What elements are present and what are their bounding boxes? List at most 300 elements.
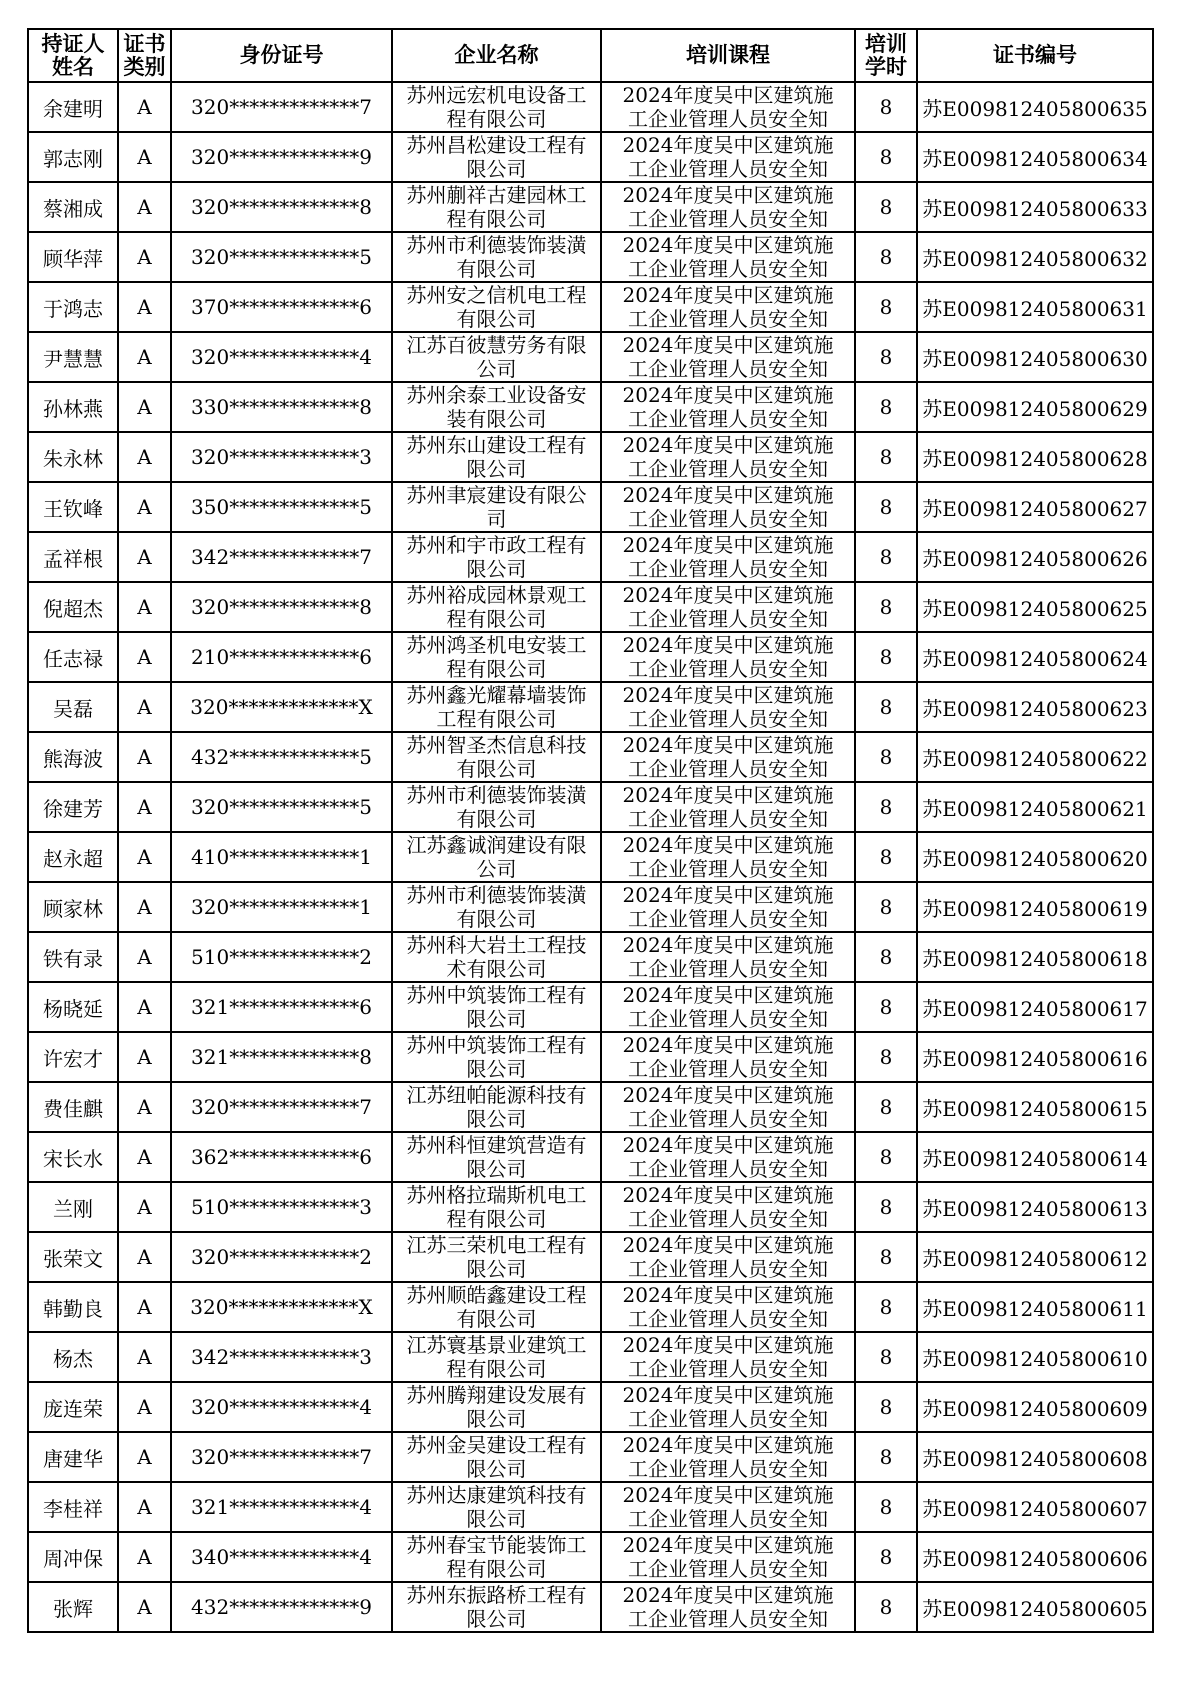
holder-name-cell: 顾家林 [28,882,118,932]
training-course-cell [601,82,855,132]
cert-number-cell: 苏E009812405800626 [917,532,1153,582]
table-row [28,182,1153,232]
training-course-line: 工企业管理人员安全知 [628,807,828,831]
training-course-line: 工企业管理人员安全知 [628,1007,828,1031]
holder-name-cell: 赵永超 [28,832,118,882]
id-number-cell: 320*************8 [171,582,392,632]
training-course-cell [601,282,855,332]
training-hours-cell: 8 [855,832,917,882]
id-number-cell: 330*************8 [171,382,392,432]
table-body [28,82,1153,1632]
table-row [28,1232,1153,1282]
training-course-line: 2024年度吴中区建筑施 [622,1083,834,1107]
cert-number-cell: 苏E009812405800616 [917,1032,1153,1082]
holder-name-cell: 蔡湘成 [28,182,118,232]
holder-name-cell: 王钦峰 [28,482,118,532]
company-name-line: 有限公司 [456,257,537,281]
company-name-line: 苏州腾翔建设发展有 [406,1383,587,1407]
company-name-cell [392,882,601,932]
training-course-line: 2024年度吴中区建筑施 [622,1583,834,1607]
holder-name-cell: 杨杰 [28,1332,118,1382]
training-course-line: 2024年度吴中区建筑施 [622,1133,834,1157]
cert-category-cell: A [118,1432,171,1482]
cert-category-cell: A [118,1282,171,1332]
training-course-cell [601,382,855,432]
training-course-cell [601,682,855,732]
training-course-line: 2024年度吴中区建筑施 [622,833,834,857]
cert-number-cell: 苏E009812405800614 [917,1132,1153,1182]
training-hours-cell: 8 [855,1082,917,1132]
table-row [28,1332,1153,1382]
holder-name-cell: 孙林燕 [28,382,118,432]
company-name-line: 苏州格拉瑞斯机电工 [406,1183,587,1207]
company-name-cell [392,732,601,782]
training-course-line: 2024年度吴中区建筑施 [622,133,834,157]
cert-category-cell: A [118,932,171,982]
company-name-cell [392,282,601,332]
training-course-cell [601,1082,855,1132]
training-hours-cell: 8 [855,1232,917,1282]
company-name-line: 限公司 [466,1457,527,1481]
cert-number-cell: 苏E009812405800615 [917,1082,1153,1132]
holder-name-cell: 倪超杰 [28,582,118,632]
training-course-line: 工企业管理人员安全知 [628,107,828,131]
training-course-cell [601,832,855,882]
training-course-line: 工企业管理人员安全知 [628,1207,828,1231]
cert-number-cell: 苏E009812405800605 [917,1582,1153,1632]
company-name-line: 苏州远宏机电设备工 [406,83,587,107]
company-name-line: 江苏百彼慧劳务有限 [406,333,587,357]
holder-name-cell: 于鸿志 [28,282,118,332]
training-course-line: 工企业管理人员安全知 [628,557,828,581]
training-course-line: 2024年度吴中区建筑施 [622,1433,834,1457]
cert-number-cell: 苏E009812405800635 [917,82,1153,132]
holder-name-cell: 杨晓延 [28,982,118,1032]
company-name-line: 苏州科大岩土工程技 [406,933,587,957]
company-name-cell [392,1532,601,1582]
id-number-cell: 340*************4 [171,1532,392,1582]
company-name-line: 限公司 [466,557,527,581]
cert-number-cell: 苏E009812405800618 [917,932,1153,982]
company-name-line: 装有限公司 [446,407,547,431]
table-row [28,282,1153,332]
training-course-line: 工企业管理人员安全知 [628,1407,828,1431]
cert-category-cell: A [118,1182,171,1232]
training-course-line: 工企业管理人员安全知 [628,157,828,181]
training-course-cell [601,1582,855,1632]
cert-category-cell: A [118,432,171,482]
company-name-line: 江苏三荣机电工程有 [406,1233,587,1257]
company-name-cell [392,632,601,682]
company-name-cell [392,1132,601,1182]
training-course-line: 2024年度吴中区建筑施 [622,533,834,557]
company-name-cell [392,532,601,582]
training-course-line: 2024年度吴中区建筑施 [622,1483,834,1507]
table-row [28,1032,1153,1082]
training-course-line: 2024年度吴中区建筑施 [622,633,834,657]
company-name-cell [392,432,601,482]
id-number-cell: 410*************1 [171,832,392,882]
training-hours-cell: 8 [855,82,917,132]
cert-number-cell: 苏E009812405800624 [917,632,1153,682]
table-row [28,682,1153,732]
training-course-line: 工企业管理人员安全知 [628,407,828,431]
training-course-line: 2024年度吴中区建筑施 [622,1033,834,1057]
company-name-line: 苏州顺皓鑫建设工程 [406,1283,587,1307]
company-name-line: 苏州智圣杰信息科技 [406,733,587,757]
company-name-line: 术有限公司 [446,957,547,981]
company-name-cell [392,582,601,632]
cert-category-cell: A [118,1032,171,1082]
training-course-line: 2024年度吴中区建筑施 [622,1333,834,1357]
header-cert-category: 证书 类别 [118,29,171,82]
id-number-cell: 320*************7 [171,82,392,132]
table-row [28,382,1153,432]
training-hours-cell: 8 [855,382,917,432]
company-name-cell [392,482,601,532]
cert-category-cell: A [118,282,171,332]
id-number-cell: 320*************2 [171,1232,392,1282]
training-hours-cell: 8 [855,282,917,332]
company-name-cell [392,1432,601,1482]
training-hours-cell: 8 [855,182,917,232]
training-hours-cell: 8 [855,1182,917,1232]
company-name-line: 有限公司 [456,907,537,931]
company-name-cell [392,832,601,882]
training-course-line: 2024年度吴中区建筑施 [622,1283,834,1307]
training-course-cell [601,1032,855,1082]
training-course-line: 2024年度吴中区建筑施 [622,283,834,307]
cert-category-cell: A [118,1082,171,1132]
table-row [28,1182,1153,1232]
training-hours-cell: 8 [855,1532,917,1582]
cert-number-cell: 苏E009812405800633 [917,182,1153,232]
company-name-line: 程有限公司 [446,207,547,231]
holder-name-cell: 韩勤良 [28,1282,118,1332]
header-id-number: 身份证号 [171,29,392,82]
training-course-line: 工企业管理人员安全知 [628,457,828,481]
cert-category-cell: A [118,832,171,882]
company-name-line: 限公司 [466,157,527,181]
holder-name-cell: 李桂祥 [28,1482,118,1532]
training-course-line: 2024年度吴中区建筑施 [622,983,834,1007]
training-course-cell [601,1232,855,1282]
training-course-cell [601,732,855,782]
company-name-line: 限公司 [466,1607,527,1631]
id-number-cell: 320*************X [171,682,392,732]
training-course-cell [601,332,855,382]
training-course-line: 2024年度吴中区建筑施 [622,1183,834,1207]
cert-number-cell: 苏E009812405800634 [917,132,1153,182]
training-hours-cell: 8 [855,782,917,832]
table-row [28,882,1153,932]
company-name-line: 程有限公司 [446,657,547,681]
cert-category-cell: A [118,332,171,382]
training-course-cell [601,1532,855,1582]
training-course-cell [601,932,855,982]
cert-category-cell: A [118,632,171,682]
cert-number-cell: 苏E009812405800630 [917,332,1153,382]
header-training-course: 培训课程 [601,29,855,82]
training-course-line: 工企业管理人员安全知 [628,357,828,381]
training-course-line: 2024年度吴中区建筑施 [622,383,834,407]
training-hours-cell: 8 [855,1282,917,1332]
company-name-line: 公司 [476,357,517,381]
cert-number-cell: 苏E009812405800612 [917,1232,1153,1282]
training-course-cell [601,532,855,582]
id-number-cell: 320*************7 [171,1082,392,1132]
cert-number-cell: 苏E009812405800621 [917,782,1153,832]
company-name-line: 苏州中筑装饰工程有 [406,1033,587,1057]
company-name-line: 限公司 [466,1407,527,1431]
company-name-line: 苏州鑫光耀幕墙装饰 [406,683,587,707]
training-course-line: 工企业管理人员安全知 [628,1457,828,1481]
company-name-line: 司 [486,507,507,531]
company-name-cell [392,1082,601,1132]
cert-category-cell: A [118,982,171,1032]
id-number-cell: 510*************2 [171,932,392,982]
cert-number-cell: 苏E009812405800625 [917,582,1153,632]
company-name-line: 苏州市利德装饰装潢 [406,883,587,907]
company-name-line: 限公司 [466,1007,527,1031]
id-number-cell: 321*************4 [171,1482,392,1532]
cert-category-cell: A [118,232,171,282]
training-hours-cell: 8 [855,532,917,582]
id-number-cell: 342*************3 [171,1332,392,1382]
training-hours-cell: 8 [855,982,917,1032]
training-course-line: 工企业管理人员安全知 [628,1057,828,1081]
id-number-cell: 370*************6 [171,282,392,332]
company-name-line: 苏州昌松建设工程有 [406,133,587,157]
training-course-line: 工企业管理人员安全知 [628,307,828,331]
company-name-line: 苏州科恒建筑营造有 [406,1133,587,1157]
cert-category-cell: A [118,1332,171,1382]
training-course-cell [601,1482,855,1532]
cert-number-cell: 苏E009812405800620 [917,832,1153,882]
training-course-cell [601,1182,855,1232]
company-name-line: 程有限公司 [446,107,547,131]
holder-name-cell: 余建明 [28,82,118,132]
company-name-line: 苏州和宇市政工程有 [406,533,587,557]
company-name-cell [392,332,601,382]
training-course-line: 2024年度吴中区建筑施 [622,1233,834,1257]
training-course-line: 工企业管理人员安全知 [628,707,828,731]
training-hours-cell: 8 [855,682,917,732]
certificate-table [27,28,1154,1633]
training-hours-cell: 8 [855,882,917,932]
table-row [28,1382,1153,1432]
cert-number-cell: 苏E009812405800622 [917,732,1153,782]
table-row [28,782,1153,832]
training-hours-cell: 8 [855,1332,917,1382]
holder-name-cell: 徐建芳 [28,782,118,832]
training-hours-cell: 8 [855,732,917,782]
table-row [28,232,1153,282]
training-course-line: 2024年度吴中区建筑施 [622,683,834,707]
company-name-cell [392,982,601,1032]
cert-category-cell: A [118,1232,171,1282]
company-name-line: 苏州金吴建设工程有 [406,1433,587,1457]
cert-number-cell: 苏E009812405800607 [917,1482,1153,1532]
company-name-line: 程有限公司 [446,1357,547,1381]
id-number-cell: 320*************7 [171,1432,392,1482]
holder-name-cell: 朱永林 [28,432,118,482]
company-name-line: 限公司 [466,1507,527,1531]
company-name-cell [392,1282,601,1332]
training-hours-cell: 8 [855,1382,917,1432]
training-course-line: 工企业管理人员安全知 [628,507,828,531]
training-hours-cell: 8 [855,332,917,382]
training-course-line: 2024年度吴中区建筑施 [622,483,834,507]
company-name-line: 江苏鑫诚润建设有限 [406,833,587,857]
training-hours-cell: 8 [855,482,917,532]
company-name-cell [392,1482,601,1532]
cert-number-cell: 苏E009812405800623 [917,682,1153,732]
table-row [28,1082,1153,1132]
company-name-line: 苏州东山建设工程有 [406,433,587,457]
company-name-cell [392,132,601,182]
training-course-line: 工企业管理人员安全知 [628,1557,828,1581]
company-name-line: 苏州余泰工业设备安 [406,383,587,407]
company-name-cell [392,1332,601,1382]
holder-name-cell: 孟祥根 [28,532,118,582]
company-name-cell [392,1382,601,1432]
training-course-cell [601,982,855,1032]
company-name-line: 苏州聿宸建设有限公 [406,483,587,507]
id-number-cell: 320*************9 [171,132,392,182]
cert-category-cell: A [118,382,171,432]
company-name-line: 工程有限公司 [436,707,557,731]
header-cert-number: 证书编号 [917,29,1153,82]
company-name-line: 苏州市利德装饰装潢 [406,233,587,257]
cert-number-cell: 苏E009812405800606 [917,1532,1153,1582]
training-hours-cell: 8 [855,1032,917,1082]
company-name-line: 苏州裕成园林景观工 [406,583,587,607]
training-course-line: 工企业管理人员安全知 [628,1357,828,1381]
header-holder-name: 持证人 姓名 [28,29,118,82]
company-name-line: 程有限公司 [446,1557,547,1581]
training-course-cell [601,782,855,832]
training-hours-cell: 8 [855,1132,917,1182]
company-name-cell [392,1232,601,1282]
company-name-cell [392,382,601,432]
id-number-cell: 320*************8 [171,182,392,232]
training-course-cell [601,132,855,182]
id-number-cell: 362*************6 [171,1132,392,1182]
table-row [28,332,1153,382]
company-name-line: 江苏纽帕能源科技有 [406,1083,587,1107]
company-name-line: 限公司 [466,1057,527,1081]
training-course-cell [601,882,855,932]
table-row [28,1482,1153,1532]
cert-category-cell: A [118,482,171,532]
training-course-line: 2024年度吴中区建筑施 [622,83,834,107]
cert-category-cell: A [118,1582,171,1632]
training-course-cell [601,1332,855,1382]
training-course-line: 2024年度吴中区建筑施 [622,933,834,957]
training-course-cell [601,1282,855,1332]
table-row [28,1282,1153,1332]
table-row [28,132,1153,182]
table-row [28,532,1153,582]
id-number-cell: 320*************5 [171,232,392,282]
company-name-line: 苏州市利德装饰装潢 [406,783,587,807]
training-hours-cell: 8 [855,232,917,282]
table-row [28,1132,1153,1182]
holder-name-cell: 张辉 [28,1582,118,1632]
company-name-line: 江苏寰基景业建筑工 [406,1333,587,1357]
training-course-line: 工企业管理人员安全知 [628,757,828,781]
company-name-line: 苏州安之信机电工程 [406,283,587,307]
training-course-line: 2024年度吴中区建筑施 [622,583,834,607]
training-course-line: 工企业管理人员安全知 [628,1507,828,1531]
holder-name-cell: 庞连荣 [28,1382,118,1432]
training-course-line: 2024年度吴中区建筑施 [622,783,834,807]
holder-name-cell: 费佳麒 [28,1082,118,1132]
company-name-line: 限公司 [466,1107,527,1131]
training-course-line: 2024年度吴中区建筑施 [622,733,834,757]
table-row [28,832,1153,882]
training-course-line: 工企业管理人员安全知 [628,907,828,931]
training-course-line: 工企业管理人员安全知 [628,207,828,231]
id-number-cell: 320*************4 [171,332,392,382]
holder-name-cell: 顾华萍 [28,232,118,282]
id-number-cell: 321*************8 [171,1032,392,1082]
training-course-line: 工企业管理人员安全知 [628,1107,828,1131]
company-name-cell [392,182,601,232]
table-row [28,982,1153,1032]
training-course-cell [601,232,855,282]
id-number-cell: 320*************3 [171,432,392,482]
training-hours-cell: 8 [855,132,917,182]
cert-category-cell: A [118,82,171,132]
cert-number-cell: 苏E009812405800610 [917,1332,1153,1382]
training-hours-cell: 8 [855,632,917,682]
training-course-line: 2024年度吴中区建筑施 [622,1533,834,1557]
table-row [28,582,1153,632]
training-course-line: 2024年度吴中区建筑施 [622,883,834,907]
id-number-cell: 210*************6 [171,632,392,682]
company-name-cell [392,1182,601,1232]
holder-name-cell: 周冲保 [28,1532,118,1582]
company-name-line: 限公司 [466,457,527,481]
cert-number-cell: 苏E009812405800627 [917,482,1153,532]
header-row [28,29,1153,82]
company-name-line: 苏州蒯祥古建园林工 [406,183,587,207]
header-company-name: 企业名称 [392,29,601,82]
training-course-cell [601,432,855,482]
training-hours-cell: 8 [855,1432,917,1482]
company-name-line: 公司 [476,857,517,881]
cert-number-cell: 苏E009812405800617 [917,982,1153,1032]
training-course-line: 工企业管理人员安全知 [628,1157,828,1181]
id-number-cell: 320*************5 [171,782,392,832]
training-course-line: 2024年度吴中区建筑施 [622,1383,834,1407]
training-course-line: 工企业管理人员安全知 [628,1307,828,1331]
training-course-line: 工企业管理人员安全知 [628,607,828,631]
holder-name-cell: 唐建华 [28,1432,118,1482]
table-row [28,1432,1153,1482]
id-number-cell: 432*************5 [171,732,392,782]
table-row [28,82,1153,132]
cert-number-cell: 苏E009812405800628 [917,432,1153,482]
training-course-line: 2024年度吴中区建筑施 [622,233,834,257]
holder-name-cell: 兰刚 [28,1182,118,1232]
cert-category-cell: A [118,1132,171,1182]
cert-category-cell: A [118,1382,171,1432]
table-row [28,732,1153,782]
holder-name-cell: 铁有录 [28,932,118,982]
